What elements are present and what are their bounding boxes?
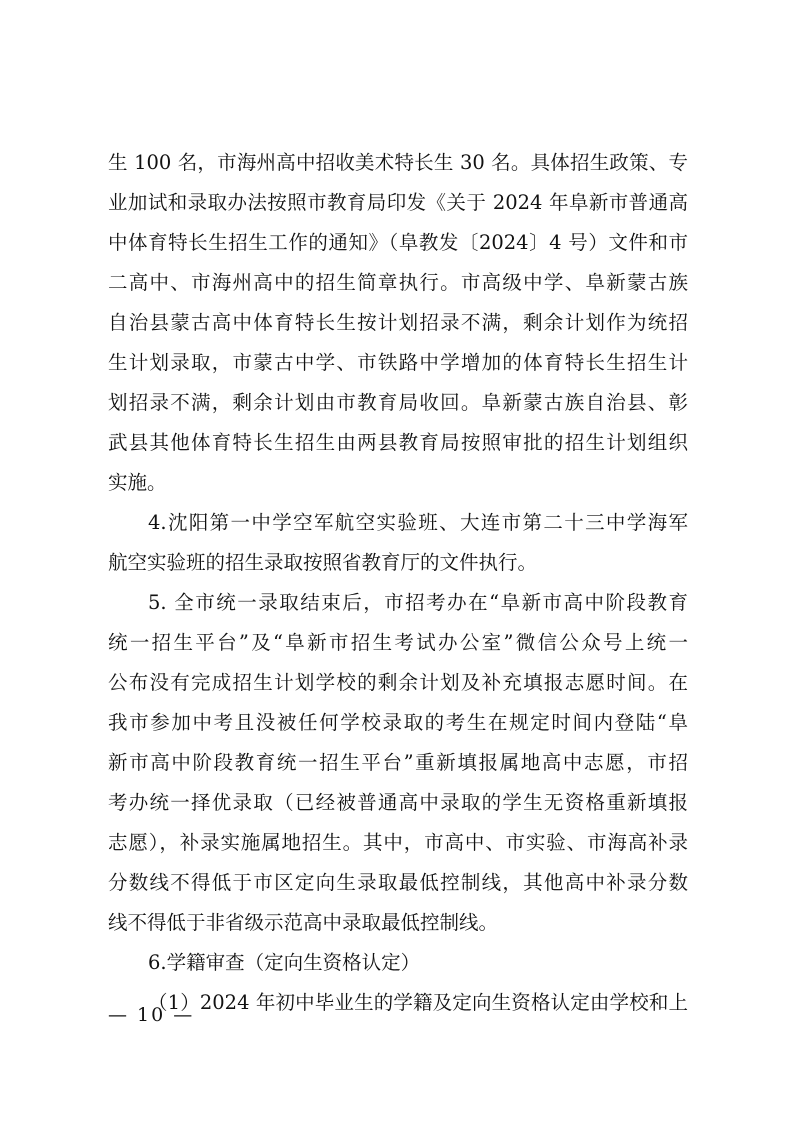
paragraph-line: 划招录不满，剩余计划由市教育局收回。阜新蒙古族自治县、彰 bbox=[108, 391, 688, 414]
paragraph-line: 分数线不得低于市区定向生录取最低控制线，其他高中补录分数 bbox=[108, 871, 688, 894]
paragraph-line: 我市参加中考且没被任何学校录取的考生在规定时间内登陆“阜 bbox=[108, 711, 688, 734]
section-heading: 6.学籍审查（定向生资格认定） bbox=[148, 951, 421, 974]
paragraph-line: 生 100 名，市海州高中招收美术特长生 30 名。具体招生政策、专 bbox=[108, 151, 688, 174]
paragraph-line: 业加试和录取办法按照市教育局印发《关于 2024 年阜新市普通高 bbox=[108, 191, 688, 214]
paragraph-line: 5. 全市统一录取结束后，市招考办在“阜新市高中阶段教育 bbox=[148, 591, 688, 614]
paragraph-line: 生计划录取，市蒙古中学、市铁路中学增加的体育特长生招生计 bbox=[108, 351, 688, 374]
paragraph-line: 公布没有完成招生计划学校的剩余计划及补充填报志愿时间。在 bbox=[108, 671, 688, 694]
paragraph-line: 志愿），补录实施属地招生。其中，市高中、市实验、市海高补录 bbox=[108, 831, 688, 854]
paragraph-line: 航空实验班的招生录取按照省教育厅的文件执行。 bbox=[108, 551, 538, 574]
paragraph-line: 实施。 bbox=[108, 471, 167, 494]
paragraph-line: 考办统一择优录取（已经被普通高中录取的学生无资格重新填报 bbox=[108, 791, 688, 814]
paragraph-line: 线不得低于非省级示范高中录取最低控制线。 bbox=[108, 911, 499, 934]
paragraph-line: 新市高中阶段教育统一招生平台”重新填报属地高中志愿，市招 bbox=[108, 751, 688, 774]
page-number: — 10 — bbox=[108, 1004, 195, 1026]
paragraph-line: 统一招生平台”及“阜新市招生考试办公室”微信公众号上统一 bbox=[108, 631, 688, 654]
paragraph-line: 武县其他体育特长生招生由两县教育局按照审批的招生计划组织 bbox=[108, 431, 688, 454]
paragraph-line: （1）2024 年初中毕业生的学籍及定向生资格认定由学校和上 bbox=[148, 991, 688, 1014]
paragraph-line: 4.沈阳第一中学空军航空实验班、大连市第二十三中学海军 bbox=[148, 511, 688, 534]
paragraph-line: 中体育特长生招生工作的通知》（阜教发〔2024〕4 号）文件和市 bbox=[108, 231, 688, 254]
paragraph-line: 自治县蒙古高中体育特长生按计划招录不满，剩余计划作为统招 bbox=[108, 311, 688, 334]
paragraph-line: 二高中、市海州高中的招生简章执行。市高级中学、阜新蒙古族 bbox=[108, 271, 688, 294]
